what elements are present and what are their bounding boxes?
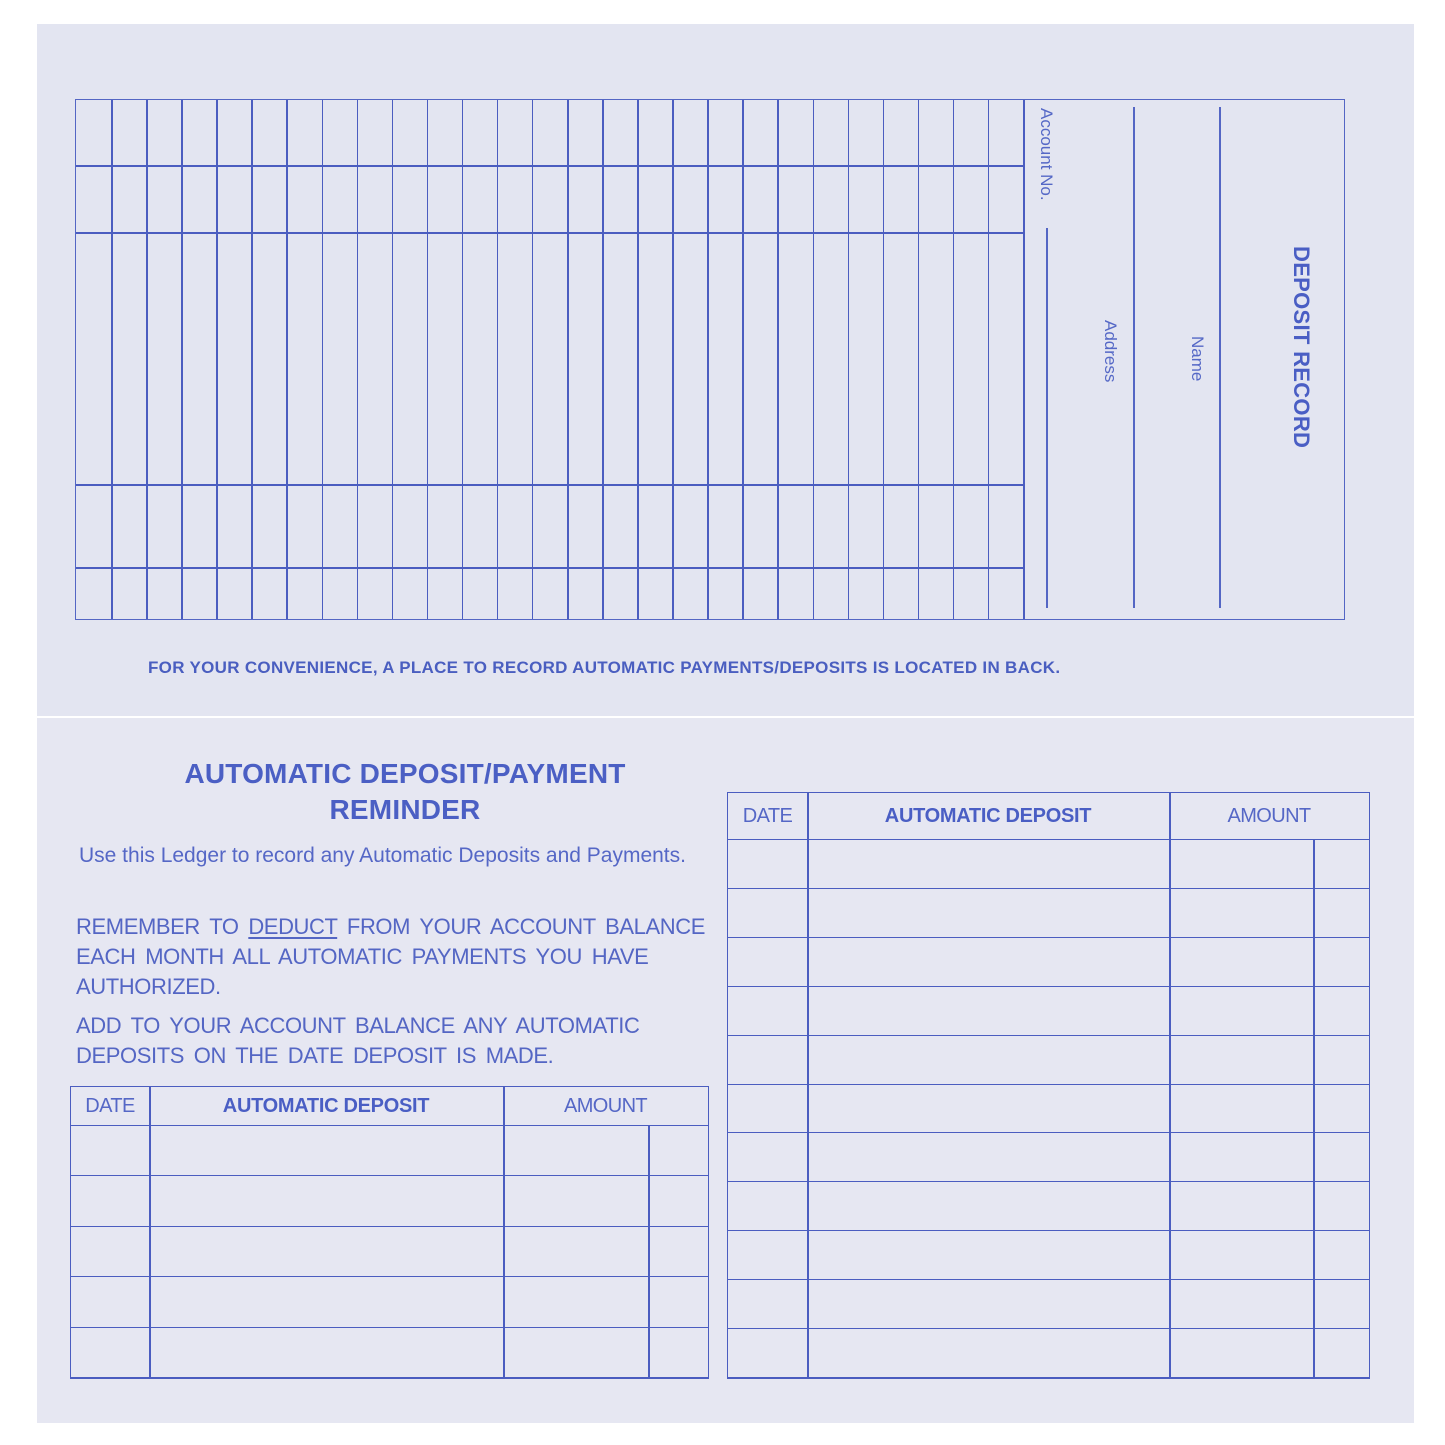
date-column-header: DATE <box>85 1095 135 1117</box>
ledger-column-line <box>1169 793 1171 1378</box>
deduct-word: DEDUCT <box>248 914 338 939</box>
grid-column-line <box>883 100 885 619</box>
ledger-entry-row[interactable] <box>728 889 1369 938</box>
grid-column-line <box>181 100 183 619</box>
ledger-entry-row[interactable] <box>728 1182 1369 1231</box>
cents-column-line <box>1313 840 1315 1378</box>
grid-column-line <box>322 100 324 619</box>
grid-column-line <box>392 100 394 619</box>
deposit-record-form <box>75 99 1345 620</box>
convenience-note: FOR YOUR CONVENIENCE, A PLACE TO RECORD AUTOMATIC PAYMENTS/DEPOSITS IS LOCATED IN BACK. <box>148 658 1061 677</box>
grid-column-line <box>918 100 920 619</box>
grid-column-line <box>216 100 218 619</box>
ledger-column-line <box>503 1087 505 1378</box>
ledger-entry-row[interactable] <box>71 1126 708 1176</box>
reminder-title-line1: AUTOMATIC DEPOSIT/PAYMENT <box>184 758 626 789</box>
left-ledger-table <box>70 1086 709 1379</box>
grid-column-line <box>777 100 779 619</box>
ledger-column-line <box>807 793 809 1378</box>
grid-column-line <box>742 100 744 619</box>
grid-column-line <box>707 100 709 619</box>
grid-column-line <box>637 100 639 619</box>
reminder-title-line2: REMINDER <box>329 794 481 825</box>
date-column-header: DATE <box>742 805 793 827</box>
grid-row-line <box>76 232 1023 234</box>
grid-column-line <box>286 100 288 619</box>
reminder-title <box>100 756 710 828</box>
deposit-record-panel <box>1024 100 1344 619</box>
grid-column-line <box>813 100 815 619</box>
page-fold <box>37 716 1414 718</box>
grid-column-line <box>567 100 569 619</box>
grid-column-line <box>111 100 113 619</box>
grid-row-line <box>76 484 1023 486</box>
account-no-field[interactable] <box>1046 228 1048 608</box>
cents-column-line <box>648 1126 650 1378</box>
grid-column-line <box>532 100 534 619</box>
deduct-suffix: FROM YOUR ACCOUNT BALANCE EACH MONTH ALL AUTOMATIC PAYMENTS YOU HAVE AUTHORIZED. <box>76 914 706 999</box>
grid-column-line <box>357 100 359 619</box>
automatic-deposit-column-header: AUTOMATIC DEPOSIT <box>222 1095 430 1117</box>
ledger-entry-row[interactable] <box>71 1227 708 1277</box>
ledger-entry-row[interactable] <box>728 1329 1369 1378</box>
deposit-record-title: DEPOSIT RECORD <box>1289 246 1314 449</box>
ledger-entry-row[interactable] <box>728 1036 1369 1085</box>
grid-column-line <box>462 100 464 619</box>
ledger-entry-row[interactable] <box>71 1328 708 1378</box>
grid-column-line <box>988 100 990 619</box>
intro-text: Use this Ledger to record any Automatic Deposits and Payments. <box>79 844 686 867</box>
account-no-label: Account No. <box>1037 108 1056 201</box>
grid-row-line <box>76 567 1023 569</box>
name-field[interactable] <box>1219 107 1221 608</box>
name-label: Name <box>1188 336 1207 382</box>
right-ledger-table <box>727 792 1370 1379</box>
grid-column-line <box>427 100 429 619</box>
ledger-entry-row[interactable] <box>728 1231 1369 1280</box>
amount-column-header: AMOUNT <box>563 1095 648 1117</box>
ledger-entry-row[interactable] <box>71 1176 708 1226</box>
deduct-instruction <box>76 912 716 1002</box>
automatic-deposit-column-header: AUTOMATIC DEPOSIT <box>884 805 1092 827</box>
deduct-prefix: REMEMBER TO <box>76 914 249 939</box>
ledger-entry-row[interactable] <box>728 1085 1369 1134</box>
add-instruction: ADD TO YOUR ACCOUNT BALANCE ANY AUTOMATIC DEPOSITS ON THE DATE DEPOSIT IS MADE. <box>76 1013 640 1068</box>
deposit-grid <box>76 100 1023 619</box>
address-label: Address <box>1101 320 1120 383</box>
ledger-entry-row[interactable] <box>728 1280 1369 1329</box>
ledger-entry-row[interactable] <box>728 987 1369 1036</box>
ledger-entry-row[interactable] <box>728 1133 1369 1182</box>
address-field[interactable] <box>1133 107 1135 608</box>
grid-column-line <box>953 100 955 619</box>
grid-column-line <box>672 100 674 619</box>
ledger-entry-row[interactable] <box>71 1277 708 1327</box>
ledger-entry-row[interactable] <box>728 938 1369 987</box>
ledger-entry-row[interactable] <box>728 840 1369 889</box>
grid-row-line <box>76 165 1023 167</box>
grid-column-line <box>146 100 148 619</box>
amount-column-header: AMOUNT <box>1227 805 1311 827</box>
grid-column-line <box>602 100 604 619</box>
grid-column-line <box>497 100 499 619</box>
grid-column-line <box>848 100 850 619</box>
grid-column-line <box>251 100 253 619</box>
ledger-column-line <box>149 1087 151 1378</box>
